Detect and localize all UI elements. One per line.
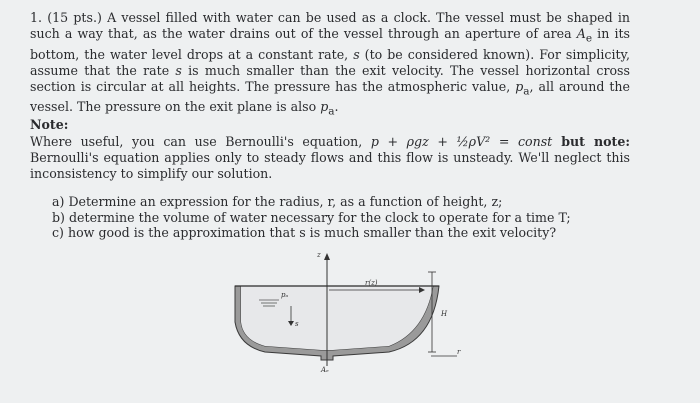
aperture-symbol: A — [576, 26, 586, 41]
note-text-1: Where useful, you can use Bernoulli's equation, — [30, 134, 371, 149]
problem-number: 1. — [30, 10, 43, 25]
pa-label: pₐ — [281, 291, 289, 299]
question-label: a) — [52, 194, 65, 209]
problem-text-6: . — [334, 99, 339, 115]
aperture-subscript: e — [585, 32, 593, 45]
note-warning: but note: — [552, 134, 630, 149]
problem-text-4: is much smaller than the exit velocity. The vessel horizontal cross section is circular at all heights. The pressure has the atmospheric value, — [30, 62, 630, 94]
r-axis-label: r — [457, 348, 461, 356]
rate-symbol-2: s — [175, 62, 182, 78]
question-label: c) — [52, 225, 64, 240]
problem-text-3: (to be considered known). For simplicity, assume that the rate — [30, 46, 631, 78]
exit-area-label: Aₑ — [321, 366, 329, 374]
problem-text-5: , all around the vessel. The pressure on the exit plane is also — [30, 78, 630, 115]
problem-points: (15 pts.) — [47, 10, 102, 25]
pressure-subscript: a — [523, 85, 530, 98]
bernoulli-equation: p + ρgz + ½ρV² = const — [370, 134, 553, 149]
z-axis-label: z — [317, 251, 321, 259]
question-c — [52, 225, 632, 241]
note-heading: Note: — [30, 117, 69, 132]
question-text: how good is the approximation that s is much smaller than the exit velocity? — [67, 225, 557, 240]
problem-statement — [30, 10, 630, 120]
problem-text-1: A vessel filled with water can be used as a clock. The vessel must be shaped in such a way that, as the water drains out of the vessel through an aperture of area — [30, 10, 630, 41]
question-a — [52, 194, 632, 210]
question-text: determine the volume of water necessary for the clock to operate for a time T; — [69, 209, 571, 225]
question-text: Determine an expression for the radius, r, as a function of height, z; — [68, 194, 503, 209]
rate-symbol: s — [353, 46, 360, 62]
question-list — [52, 194, 632, 241]
s-label: s — [295, 320, 299, 328]
height-label: H — [441, 310, 448, 318]
z-axis-arrow — [324, 253, 330, 260]
note-text-2: Bernoulli's equation applies only to steady flows and this flow is unsteady. We'll neglect this inconsistency to simplify our solution. — [30, 150, 630, 181]
note-body — [30, 134, 630, 182]
problem-text-2: in its bottom, the water level drops at a constant rate, — [30, 26, 630, 62]
pressure-symbol-2: p — [320, 99, 329, 115]
question-b — [52, 210, 632, 226]
pressure-symbol: p — [515, 78, 524, 94]
question-label: b) — [52, 209, 65, 225]
vessel-diagram — [225, 248, 475, 378]
radius-label: r(z) — [365, 279, 378, 287]
pressure-subscript-2: a — [328, 105, 335, 118]
